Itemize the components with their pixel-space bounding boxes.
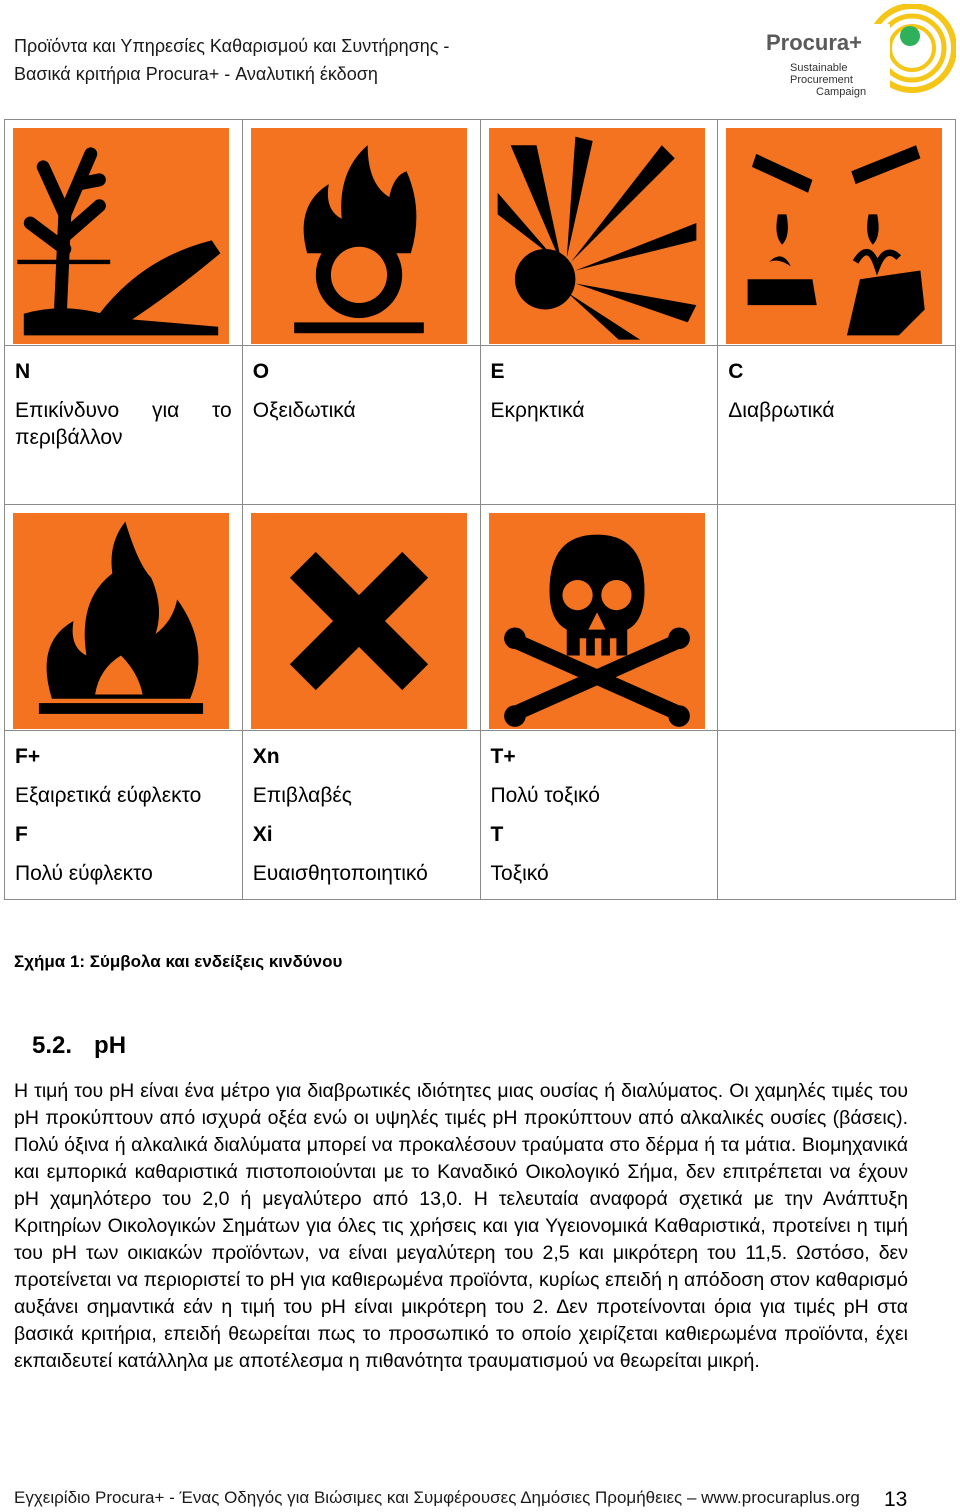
logo-sub-3: Campaign <box>816 86 867 98</box>
explosion-icon <box>489 128 705 344</box>
symbols-row-1 <box>5 120 956 346</box>
figure-caption: Σχήμα 1: Σύμβολα και ενδείξεις κινδύνου <box>14 952 343 971</box>
label-cell-e <box>480 346 718 505</box>
logo-sub-1: Sustainable <box>790 62 848 74</box>
page-number: 13 <box>884 1488 908 1511</box>
label-cell-empty <box>718 731 956 900</box>
symbol-cell-n <box>5 120 243 346</box>
dead-tree-fish-icon <box>13 128 229 344</box>
symbol-cell-t <box>480 505 718 731</box>
hazard-code: O <box>252 360 270 383</box>
header-line-2: Βασικά κριτήρια Procura+ - Αναλυτική έκδοση <box>14 64 378 84</box>
hazard-description: Τοξικό <box>490 862 549 885</box>
label-cell-n <box>5 346 243 505</box>
hazard-description: Οξειδωτικά <box>252 399 356 422</box>
label-cell-x <box>242 731 480 900</box>
section-number: 5.2. <box>32 1032 73 1059</box>
label-cell-o <box>242 346 480 505</box>
hazard-description: Ευαισθητοποιητικό <box>252 862 428 885</box>
labels-row-1 <box>5 346 956 505</box>
label-cell-t <box>480 731 718 900</box>
hazard-code: F+ <box>15 745 41 768</box>
section-heading <box>32 1032 148 1060</box>
logo-sub-2: Procurement <box>790 74 853 86</box>
hazard-code: C <box>728 360 744 383</box>
hazard-description: Διαβρωτικά <box>728 399 835 422</box>
procura-logo <box>760 4 956 104</box>
symbol-cell-f <box>5 505 243 731</box>
hazard-code: T+ <box>490 745 516 768</box>
corrosion-icon <box>726 128 942 344</box>
labels-row-2 <box>5 731 956 900</box>
symbol-cell-e <box>480 120 718 346</box>
hazard-code: E <box>490 360 505 383</box>
symbols-row-2 <box>5 505 956 731</box>
document-header <box>14 32 449 88</box>
symbol-cell-c <box>718 120 956 346</box>
label-cell-f <box>5 731 243 900</box>
page-footer: Εγχειρίδιο Procura+ - Ένας Οδηγός για Βιώσιμες και Συμφέρουσες Δημόσιες Προμήθειες – www.procuraplus.org <box>14 1488 860 1507</box>
symbol-cell-o <box>242 120 480 346</box>
label-cell-c <box>718 346 956 505</box>
hazard-code: T <box>490 823 504 846</box>
hazard-code: Xi <box>252 823 273 846</box>
hazard-code: Xn <box>252 745 280 768</box>
hazard-symbols-table <box>4 119 956 900</box>
section-title: pH <box>94 1032 127 1059</box>
skull-crossbones-icon <box>489 513 705 729</box>
hazard-description: Εκρηκτικά <box>490 399 585 422</box>
hazard-description: Πολύ τοξικό <box>490 784 600 807</box>
hazard-description: Πολύ εύφλεκτο <box>15 862 153 885</box>
hazard-description: Εξαιρετικά εύφλεκτο <box>15 784 202 807</box>
hazard-code: N <box>15 360 31 383</box>
hazard-description: Επικίνδυνο για το περιβάλλον <box>15 399 232 449</box>
hazard-code: F <box>15 823 28 846</box>
body-paragraph: Η τιμή του pH είναι ένα μέτρο για διαβρωτικές ιδιότητες μιας ουσίας ή διαλύματος. Οι χαμηλές τιμές του pH προκύπτουν από ισχυρά οξέα ενώ οι υψηλές τιμές pH προκύπτουν από αλκαλικές ουσίες (βάσεις). Πολύ όξινα ή αλκαλικά διαλύματα μπορεί να προκαλέσουν τραύματα στο δέρμα ή τα μάτια. Βιομηχανικά και εμπορικά καθαριστικά πιστοποιούνται με το Καναδικό Οικολογικό Σήμα, δεν επιτρέπεται να έχουν pH χαμηλότερο του 2,0 ή μεγαλύτερο από 13,0. Η τελευταία αναφορά σχετικά με την Ανάπτυξη Κριτηρίων Οικολογικών Σημάτων για όλες τις χρήσεις και για Υγειονομικά Καθαριστικά, προτείνει η τιμή του pH των οικιακών προϊόντων, να είναι μεγαλύτερη του 2,5 και μικρότερη του 11,5. Ωστόσο, δεν προτείνεται να περιοριστεί το pH για καθιερωμένα προϊόντα, κυρίως επειδή η απόδοση στον καθαρισμό αυξάνει σημαντικά εάν η τιμή του pH είναι μικρότερη του 2. Δεν προτείνονται όρια για τιμές pH στα βασικά κριτήρια, επειδή θεωρείται πως το προσωπικό το οποίο χειρίζεται καθιερωμένα προϊόντα, έχει εκπαιδευτεί κατάλληλα με αποτέλεσμα η πιθανότητα τραυματισμού να θεωρείται μικρή. <box>14 1080 908 1372</box>
cross-icon <box>251 513 467 729</box>
symbol-cell-x <box>242 505 480 731</box>
hazard-description: Επιβλαβές <box>252 784 352 807</box>
symbol-cell-empty <box>718 505 956 731</box>
logo-brand: Procura+ <box>766 30 862 55</box>
flame-icon <box>13 513 229 729</box>
header-line-1: Προϊόντα και Υπηρεσίες Καθαρισμού και Συντήρησης - <box>14 36 450 56</box>
flame-over-circle-icon <box>251 128 467 344</box>
